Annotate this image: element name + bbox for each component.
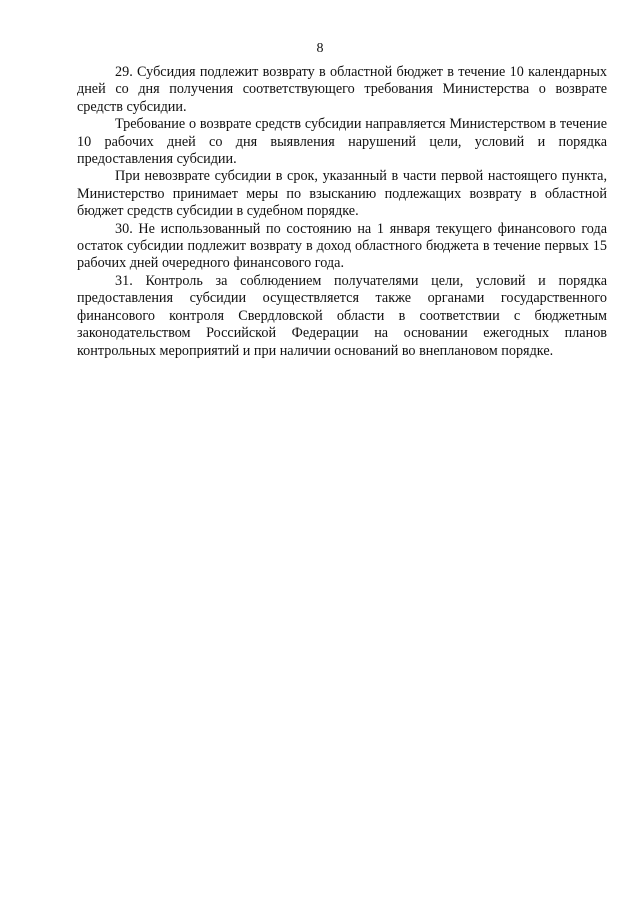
paragraph-return-requirement: Требование о возврате средств субсидии направляется Министерством в течение 10 рабочих дней со дня выявления нарушений цели, условий и порядка предоставления субсидии. xyxy=(77,116,607,168)
paragraph-non-return: При невозврате субсидии в срок, указанный в части первой настоящего пункта, Министерство принимает меры по взысканию подлежащих возврату в областной бюджет средств субсидии в судебном порядке. xyxy=(77,168,607,220)
paragraph-30: 30. Не использованный по состоянию на 1 января текущего финансового года остаток субсидии подлежит возврату в доход областного бюджета в течение первых 15 рабочих дней очередного финансового года. xyxy=(77,220,607,272)
paragraph-29: 29. Субсидия подлежит возврату в областной бюджет в течение 10 календарных дней со дня получения соответствующего требования Министерства о возврате средств субсидии. xyxy=(77,64,607,115)
page-number: 8 xyxy=(316,41,324,56)
paragraph-31: 31. Контроль за соблюдением получателями цели, условий и порядка предоставления субсидии осуществляется также органами государственного финансового контроля Свердловской области в соответствии с бюджетным законодательством Российской Федерации на основании ежегодных планов контрольных мероприятий и при наличии оснований во внеплановом порядке. xyxy=(77,272,607,359)
document-body xyxy=(77,64,607,360)
